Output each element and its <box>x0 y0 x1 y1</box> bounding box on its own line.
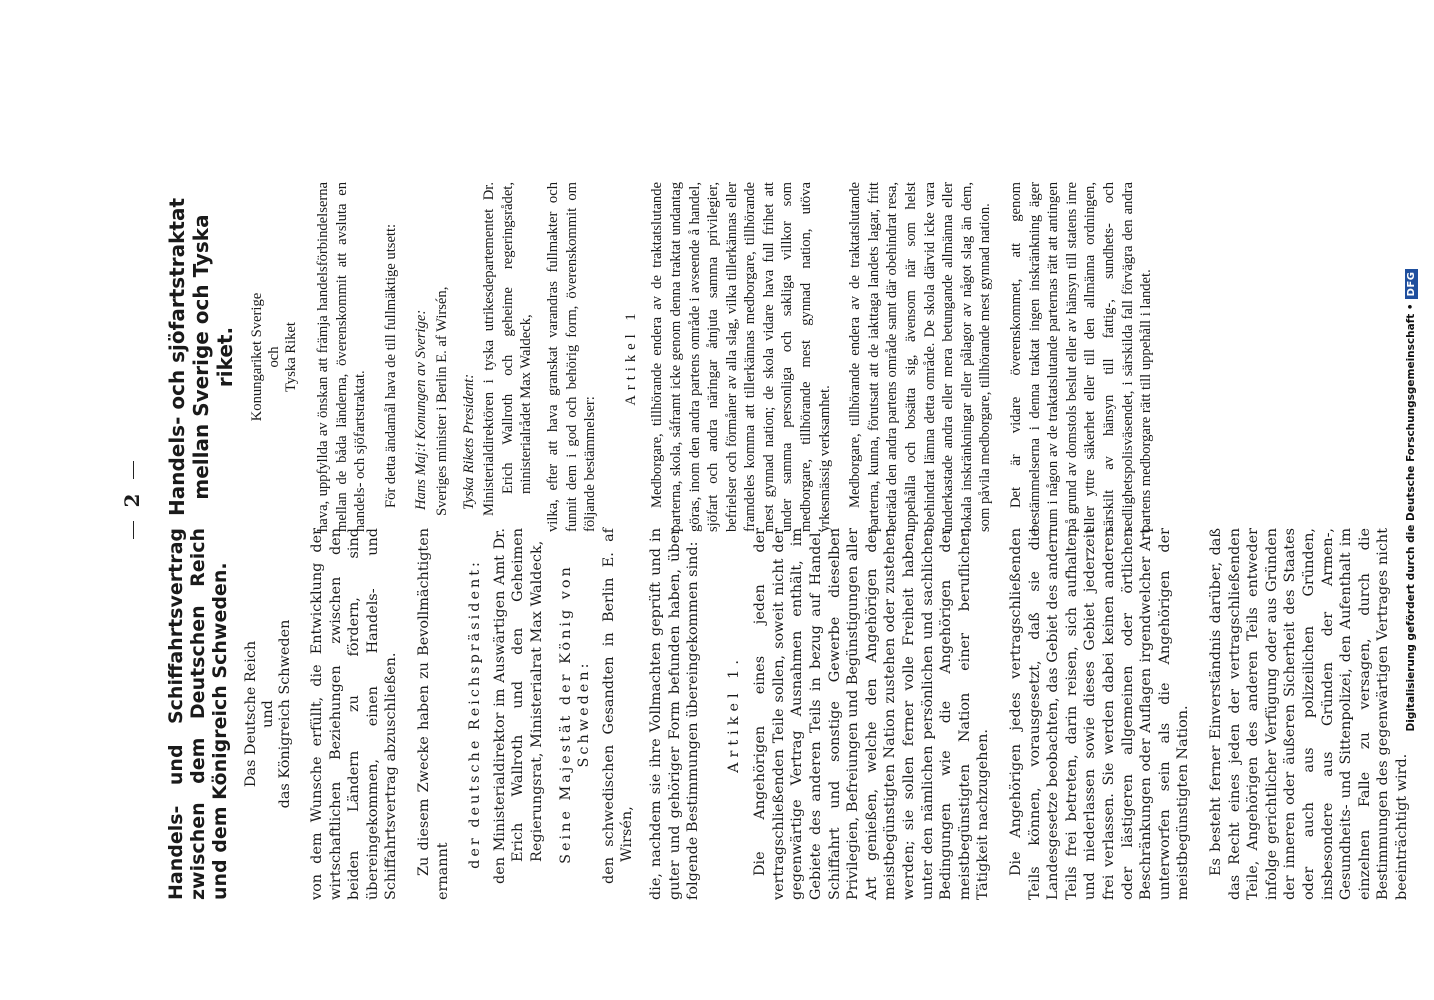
swedish-plenip2-head: Tyska Rikets President: <box>460 373 477 510</box>
german-art1-p3: Es besteht ferner Einverständnis darüber, daß das Recht eines jeden der vertragschließenden Teile, Angehörigen des anderen Teils entweder infolge gerichtlicher Verfügung oder aus Gründen der inneren oder äußeren Sicherheit des Staates oder auch aus polizeilichen Gründen, insbesondere aus Gründen der Armen-, Gesundheits- und Sittenpolizei, den Aufenthalt im einzelnen Falle zu versagen, durch die Bestimmungen des gegenwärtigen Vertrages nicht beeinträchtigt wird. <box>1207 528 1410 900</box>
german-preamble: von dem Wunsche erfüllt, die Entwicklung der wirtschaftlichen Beziehungen zwischen den beiden Ländern zu fördern, sind übereingekommen, einen Handels- und Schiffahrtsvertrag abzuschließen. <box>309 528 400 900</box>
swedish-closing: vilka, efter att hava granskat varandras fullmakter och funnit dem i god och behörig form, överenskommit om följande bestämmelser: <box>544 182 599 532</box>
dash-right <box>133 461 134 479</box>
digitization-credit <box>1405 70 1418 930</box>
swedish-plenip1-head: Hans Maj:t Konungen av Sverige: <box>413 309 430 510</box>
swedish-plenip1-name: Sveriges minister i Berlin E. af Wirsén, <box>433 286 450 516</box>
german-art1-p1: Die Angehörigen eines jeden der vertragschließenden Teile sollen, soweit nicht der gegenwärtige Vertrag Ausnahmen enthält, im Gebiete des anderen Teils in bezug auf Handel, Schiffahrt und sonstige Gewerbe dieselben Privilegien, Befreiungen und Begünstigungen aller Art genießen, welche den Angehörigen der meistbegünstigten Nation zustehen oder zustehen werden; sie sollen ferner volle Freiheit haben, unter den nämlichen persönlichen und sachlichen Bedingungen wie die Angehörigen der meistbegünstigten Nation einer beruflichen Tätigkeit nachzugehen. <box>752 528 992 900</box>
swedish-art1-p3: Det är vidare överenskommet, att genom bestämmelserna i denna traktat ingen inskränkning äger rum i någon av de traktatslutande parternas rätt att antingen på grund av domstols beslut eller av hänsyn till statens inre eller yttre säkerhet eller till den allmänna ordningen, särskilt av hänsyn till fattig-, sundhets- och sedlighetspolisväsendet, i särskilda fall förvägra den andra partens medborgare rätt till uppehåll i landet. <box>1008 182 1155 532</box>
german-and: und <box>260 700 276 728</box>
german-plenip1-name: den Ministerialdirektor im Auswärtigen Amt Dr. Erich Wallroth und den Geheimen Regierungsrat, Ministerialrat Max Waldeck, <box>491 528 545 884</box>
german-party-2: das Königreich Schweden <box>277 619 293 809</box>
swedish-art1-p2: Medborgare, tillhörande endera av de traktatslutande parterna, kunna, förutsatt att de iakttaga landets lagar, fritt beträda den andra partens område samt där obehindrat resa, uppehålla och bosätta sig, ävensom när som helst obehindrat lämna detta område. De skola därvid icke vara underkastade andra eller mera betungande allmänna eller lokala inskränkningar eller pålagor av något slag än dem, som påvila medborgare, tillhörande mest gynnad nation. <box>847 182 994 532</box>
german-party-1: Das Deutsche Reich <box>243 640 259 788</box>
german-art1-p2: Die Angehörigen jedes vertragschließenden Teils können, vorausgesetzt, daß sie die Landesgesetze beobachten, das Gebiet des andern Teils frei betreten, darin reisen, sich aufhalten und niederlassen sowie dieses Gebiet jederzeit frei verlassen. Sie werden dabei keinen anderen oder lästigeren allgemeinen oder örtlichen Beschränkungen oder Auflagen irgendwelcher Art unterworfen sein als die Angehörigen der meistbegünstigten Nation. <box>1008 528 1192 900</box>
swedish-column <box>165 182 1168 532</box>
german-article-heading: Artikel 1. <box>725 655 742 773</box>
swedish-art1-p1: Medborgare, tillhörande endera av de traktatslutande parterna, skola, såframt icke genom denna traktat undantag göras, inom den andra partens område i avseende å handel, sjöfart och andra näringar åtnjuta samma privilegier, befrielser och förmåner av alla slag, vilka tillerkännas eller framdeles komma att tillerkännas medborgare, tillhörande mest gynnad nation; de skola vidare hava full frihet att under samma personliga och sakliga villkor som medborgare, tillhörande mest gynnad nation, utöva yrkesmässig verksamhet. <box>649 182 833 532</box>
german-title: Handels- und Schiffahrtsvertrag zwischen dem Deutschen Reich und dem Königreich Schweden. <box>165 528 231 900</box>
dfg-logo: DFG <box>1405 269 1418 300</box>
german-plenip-intro: Zu diesem Zwecke haben zu Bevollmächtigten ernannt <box>415 528 451 900</box>
credit-text: Digitalisierung gefördert durch die Deutsche Forschungsgemeinschaft • <box>1405 303 1417 732</box>
german-plenip1-head: der deutsche Reichspräsident: <box>467 559 484 869</box>
swedish-preamble: hava, uppfyllda av önskan att främja handelsförbindelserna mellan de båda länderna, överenskommit att avsluta en handels- och sjöfartstraktat. <box>315 182 369 532</box>
swedish-party-1: Konungariket Sverige <box>249 292 265 422</box>
german-plenip2-head: Seine Majestät der König von Schweden: <box>557 564 593 864</box>
german-parties <box>243 528 294 900</box>
swedish-parties <box>249 182 300 532</box>
german-plenip2-name: den schwedischen Gesandten in Berlin E. af Wirsén, <box>600 528 636 884</box>
swedish-and: och <box>266 346 282 368</box>
swedish-title: Handels- och sjöfartstraktat mellan Sverige och Tyska riket. <box>165 197 237 517</box>
swedish-plenip2-name: Ministerialdirektören i tyska utrikesdepartementet Dr. Erich Wallroth och geheime regeringsrådet, ministerialrådet Max Waldeck, <box>481 182 535 516</box>
page-number-text: 2 <box>120 492 144 508</box>
dash-left <box>133 521 134 539</box>
swedish-plenip-intro: För detta ändamål hava de till fullmäktige utsett: <box>382 223 399 508</box>
page-number <box>120 0 144 1000</box>
swedish-party-2: Tyska Riket <box>283 322 299 392</box>
german-closing: die, nachdem sie ihre Vollmachten geprüft und in guter und gehöriger Form befunden haben, über folgende Bestimmungen übereingekommen sind: <box>647 528 702 900</box>
german-column <box>165 528 1425 900</box>
swedish-article-heading: Artikel 1 <box>622 308 639 406</box>
